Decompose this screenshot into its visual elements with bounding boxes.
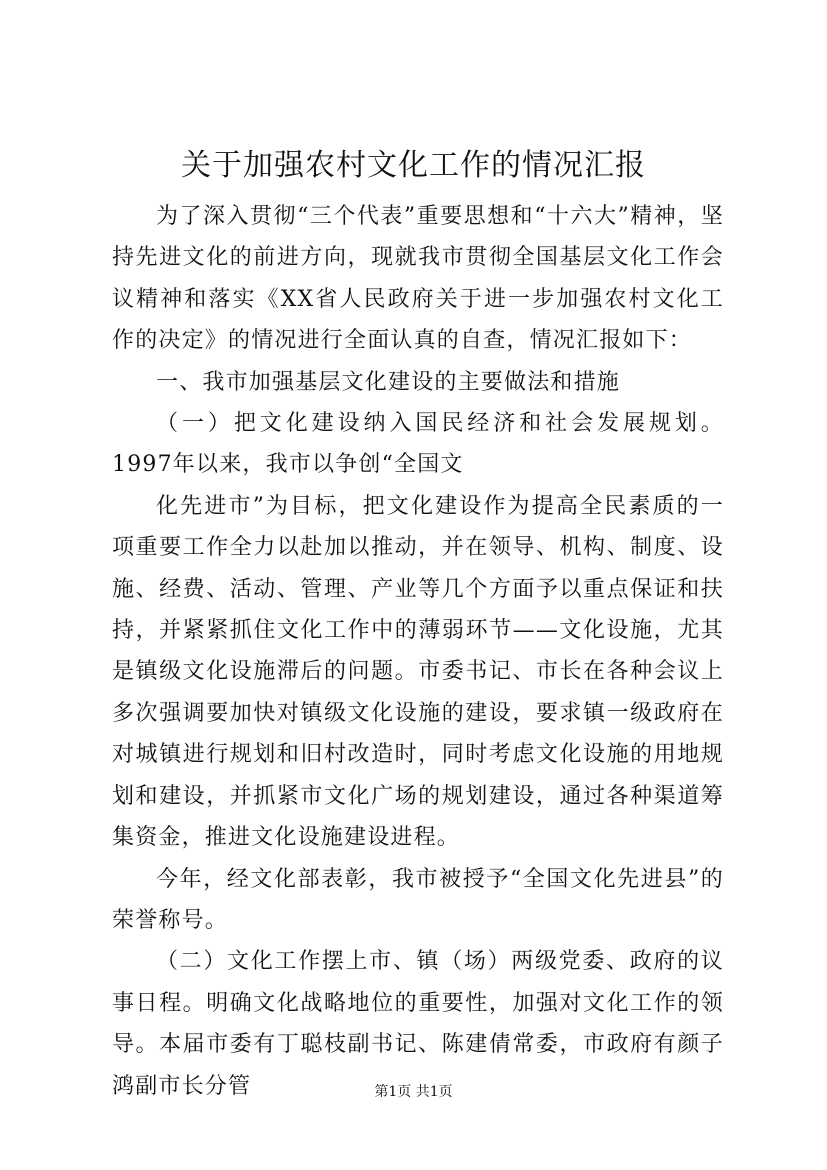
- document-body: [112, 196, 724, 1107]
- paragraph-intro: 为了深入贯彻“三个代表”重要思想和“十六大”精神，坚持先进文化的前进方向，现就我市贯彻全国基层文化工作会议精神和落实《XX省人民政府关于进一步加强农村文化工作的决定》的情况进行全面认真的自查，情况汇报如下：: [112, 204, 724, 354]
- paragraph-subsection-2: （二）文化工作摆上市、镇（场）两级党委、政府的议事日程。明确文化战略地位的重要性，加强对文化工作的领导。本届市委有丁聪枝副书记、陈建倩常委，市政府有颜子鸿副市长分管: [112, 949, 724, 1099]
- document-title: 关于加强农村文化工作的情况汇报: [181, 148, 646, 183]
- paragraph-award: 今年，经文化部表彰，我市被授予“全国文化先进县”的荣誉称号。: [112, 866, 724, 933]
- section-heading-1: 一、我市加强基层文化建设的主要做法和措施: [156, 369, 621, 395]
- paragraph-subsection-1-cont: 化先进市”为目标，把文化建设作为提高全民素质的一项重要工作全力以赴加以推动，并在领导、机构、制度、设施、经费、活动、管理、产业等几个方面予以重点保证和扶持，并紧紧抓住文化工作中的薄弱环节——文化设施，尤其是镇级文化设施滞后的问题。市委书记、市长在各种会议上多次强调要加快对镇级文化设施的建设，要求镇一级政府在对城镇进行规划和旧村改造时，同时考虑文化设施的用地规划和建设，并抓紧市文化广场的规划建设，通过各种渠道筹集资金，推进文化设施建设进程。: [112, 493, 724, 851]
- page-footer: 第1页 共1页: [374, 1084, 453, 1100]
- paragraph-subsection-1: （一）把文化建设纳入国民经济和社会发展规划。1997年以来，我市以争创“全国文: [112, 411, 724, 478]
